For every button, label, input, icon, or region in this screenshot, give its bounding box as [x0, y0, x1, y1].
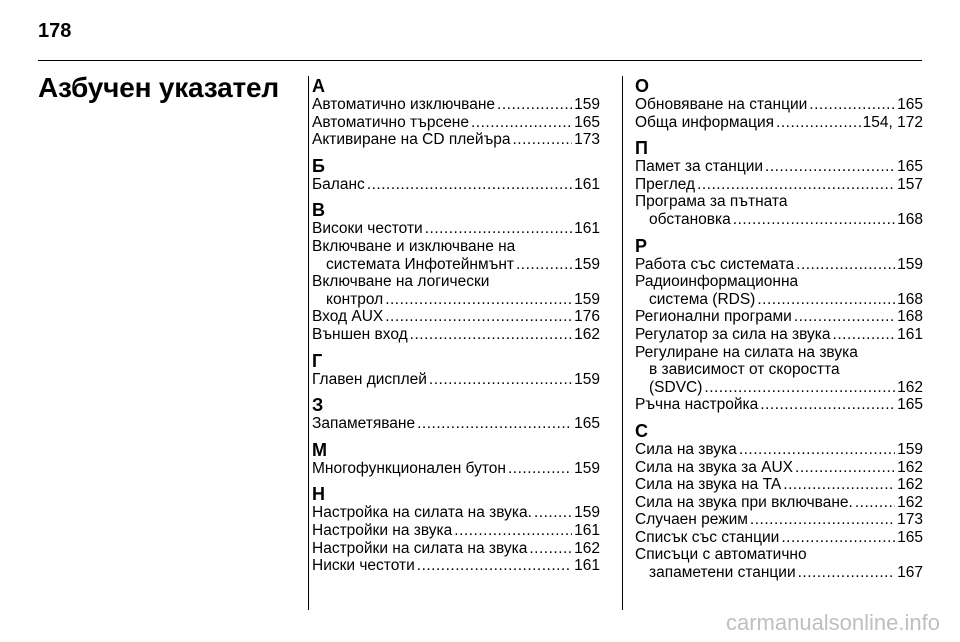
entry-text: Памет за станции	[635, 158, 764, 176]
index-entry[interactable]	[635, 511, 923, 529]
section-letter: Н	[312, 484, 325, 505]
entry-page-ref[interactable]: 173	[574, 131, 600, 149]
index-entry[interactable]	[635, 256, 923, 274]
entry-text: Настройка на силата на звука.	[312, 504, 532, 522]
entry-text: Списъци с автоматично	[635, 546, 807, 564]
index-entry[interactable]	[635, 459, 923, 477]
index-entry[interactable]	[635, 273, 923, 308]
index-entry[interactable]	[312, 176, 600, 194]
entry-text: Сила на звука за AUX	[635, 458, 794, 476]
dot-leader	[513, 131, 573, 149]
dot-leader	[367, 176, 572, 194]
entry-page-ref[interactable]: 162	[574, 539, 600, 557]
entry-page-ref[interactable]: 161	[897, 325, 923, 343]
index-entry[interactable]	[635, 193, 923, 228]
entry-page-ref[interactable]: 161	[574, 220, 600, 238]
entry-text: Списък със станции	[635, 528, 780, 546]
index-entry[interactable]	[312, 273, 600, 308]
entry-text: Ниски честоти	[312, 557, 415, 575]
entry-page-ref[interactable]: 162	[897, 493, 923, 511]
entry-text: обстановка	[649, 210, 731, 228]
entry-text: Радиоинформационна	[635, 273, 799, 291]
index-entry[interactable]	[312, 96, 600, 114]
entry-page-ref[interactable]: 165	[897, 96, 923, 113]
entry-text: Сила на звука при включване.	[635, 493, 853, 511]
entry-text: контрол	[326, 290, 384, 308]
dot-leader	[750, 511, 895, 529]
dot-leader	[781, 529, 895, 547]
entry-text: Регионални програми	[635, 308, 792, 326]
dot-leader	[795, 459, 895, 477]
dot-leader	[425, 220, 572, 238]
entry-page-ref[interactable]: 173	[897, 511, 923, 529]
dot-leader	[471, 114, 572, 132]
entry-page-ref[interactable]: 168	[897, 308, 923, 326]
entry-text: Регулиране на силата на звука	[635, 343, 858, 361]
entry-text: Баланс	[312, 175, 365, 193]
entry-text: Включване на логически	[312, 273, 490, 291]
index-entry[interactable]	[312, 557, 600, 575]
entry-text: Ръчна настройка	[635, 396, 759, 414]
entry-page-ref[interactable]: 162	[897, 476, 923, 494]
dot-leader	[783, 476, 895, 494]
entry-page-ref[interactable]: 165	[574, 113, 600, 131]
entry-page-ref[interactable]: 165	[574, 415, 600, 433]
entry-text: Многофункционален бутон	[312, 459, 506, 477]
dot-leader	[429, 371, 572, 389]
section-letter: А	[312, 76, 325, 96]
entry-text: Настройки на звука	[312, 521, 453, 539]
index-entry[interactable]	[312, 238, 600, 273]
section-letter: В	[312, 200, 325, 221]
entry-text: Настройки на силата на звука	[312, 539, 528, 557]
page-title: Азбучен указател	[38, 72, 279, 103]
dot-leader	[516, 256, 572, 274]
dot-leader	[385, 291, 572, 309]
entry-page-ref[interactable]: 168	[897, 210, 923, 228]
index-entry[interactable]	[635, 476, 923, 494]
entry-text: Главен дисплей	[312, 370, 427, 388]
entry-text: в зависимост от скоростта	[649, 361, 840, 379]
index-entry[interactable]	[635, 114, 923, 132]
entry-text: Външен вход	[312, 325, 408, 343]
section-letter: Б	[312, 155, 325, 176]
dot-leader	[454, 522, 572, 540]
entry-text: Регулатор за сила на звука	[635, 325, 831, 343]
entry-text: Случаен режим	[635, 511, 748, 529]
entry-page-ref[interactable]: 159	[897, 440, 923, 458]
section-letter: О	[635, 76, 650, 96]
section-letter: З	[312, 395, 324, 416]
dot-leader	[410, 326, 572, 344]
entry-page-ref[interactable]: 159	[574, 504, 600, 522]
dot-leader	[760, 396, 895, 414]
dot-leader	[697, 176, 895, 194]
index-entry[interactable]	[635, 158, 923, 176]
dot-leader	[798, 564, 896, 582]
header-rule	[38, 60, 922, 61]
dot-leader	[417, 557, 572, 575]
index-entry[interactable]	[312, 540, 600, 558]
entry-page-ref[interactable]: 159	[574, 96, 600, 113]
entry-text: Програма за пътната	[635, 193, 788, 211]
entry-page-ref[interactable]: 176	[574, 308, 600, 326]
section-letter: С	[635, 420, 648, 441]
entry-text: Активиране на CD плейъра	[312, 131, 511, 149]
dot-leader	[385, 308, 572, 326]
index-entry[interactable]	[312, 371, 600, 389]
dot-leader	[417, 415, 572, 433]
index-entry[interactable]	[635, 308, 923, 326]
dot-leader	[757, 291, 895, 309]
column-separator	[308, 76, 309, 610]
index-entry[interactable]	[635, 546, 923, 581]
entry-page-ref[interactable]: 157	[897, 175, 923, 193]
entry-text: Работа със системата	[635, 255, 795, 273]
entry-page-ref[interactable]: 159	[574, 255, 600, 273]
entry-page-ref[interactable]: 154, 172	[862, 113, 923, 131]
entry-text: Преглед	[635, 175, 696, 193]
entry-text: системата Инфотейнмънт	[326, 255, 514, 273]
section-letter: Р	[635, 235, 648, 256]
entry-text: Обща информация	[635, 113, 775, 131]
entry-text: Автоматично търсене	[312, 113, 469, 131]
index-entry[interactable]	[312, 114, 600, 132]
index-entry[interactable]	[635, 529, 923, 547]
watermark: carmanualsonline.info	[725, 610, 940, 635]
index-entry[interactable]	[312, 220, 600, 238]
dot-leader	[765, 158, 895, 176]
section-letter: Г	[312, 350, 323, 371]
index-entry[interactable]	[635, 494, 923, 512]
index-entry[interactable]	[312, 522, 600, 540]
entry-page-ref[interactable]: 162	[897, 458, 923, 476]
section-letter: М	[312, 439, 327, 460]
entry-page-ref[interactable]: 159	[574, 290, 600, 308]
entry-text: Автоматично изключване	[312, 96, 496, 113]
dot-leader	[809, 96, 895, 114]
dot-leader	[529, 540, 572, 558]
entry-page-ref[interactable]: 168	[897, 290, 923, 308]
index-entry[interactable]	[635, 344, 923, 397]
entry-text: (SDVC)	[649, 378, 703, 396]
entry-text: запаметени станции	[649, 564, 796, 582]
entry-text: Обновяване на станции	[635, 96, 808, 113]
dot-leader	[776, 114, 861, 132]
dot-leader	[739, 441, 895, 459]
entry-page-ref[interactable]: 165	[897, 528, 923, 546]
entry-text: Сила на звука	[635, 440, 737, 458]
entry-text: система (RDS)	[649, 290, 756, 308]
entry-page-ref[interactable]: 167	[897, 564, 923, 582]
entry-page-ref[interactable]: 161	[574, 175, 600, 193]
dot-leader	[497, 96, 572, 114]
index-entry[interactable]	[635, 96, 923, 114]
dot-leader	[704, 379, 895, 397]
entry-page-ref[interactable]: 161	[574, 521, 600, 539]
entry-page-ref[interactable]: 159	[897, 255, 923, 273]
entry-page-ref[interactable]: 159	[574, 370, 600, 388]
index-entry[interactable]	[635, 176, 923, 194]
entry-page-ref[interactable]: 162	[574, 325, 600, 343]
section-letter: П	[635, 138, 648, 159]
entry-text: Включване и изключване на	[312, 237, 516, 255]
entry-page-ref[interactable]: 165	[897, 158, 923, 176]
entry-page-ref[interactable]: 162	[897, 378, 923, 396]
index-entry[interactable]	[635, 441, 923, 459]
index-entry[interactable]	[312, 460, 600, 478]
entry-page-ref[interactable]: 159	[574, 459, 600, 477]
entry-text: Вход AUX	[312, 308, 384, 326]
dot-leader	[796, 256, 895, 274]
index-entry[interactable]	[312, 308, 600, 326]
entry-text: Високи честоти	[312, 220, 423, 238]
page-number: 178	[38, 20, 72, 42]
index-entry[interactable]	[635, 396, 923, 414]
index-column-right	[635, 76, 923, 582]
index-entry[interactable]	[312, 131, 600, 149]
dot-leader	[733, 211, 895, 229]
index-column-left	[312, 76, 600, 575]
entry-text: Запаметяване	[312, 415, 416, 433]
index-entry[interactable]	[635, 326, 923, 344]
entry-page-ref[interactable]: 161	[574, 557, 600, 575]
dot-leader	[508, 460, 572, 478]
dot-leader	[534, 504, 572, 522]
entry-text: Сила на звука на TA	[635, 476, 782, 494]
index-entry[interactable]	[312, 504, 600, 522]
index-entry[interactable]	[312, 326, 600, 344]
dot-leader	[794, 308, 895, 326]
dot-leader	[855, 494, 895, 512]
entry-page-ref[interactable]: 165	[897, 396, 923, 414]
column-separator	[622, 76, 623, 610]
dot-leader	[833, 326, 896, 344]
index-entry[interactable]	[312, 415, 600, 433]
